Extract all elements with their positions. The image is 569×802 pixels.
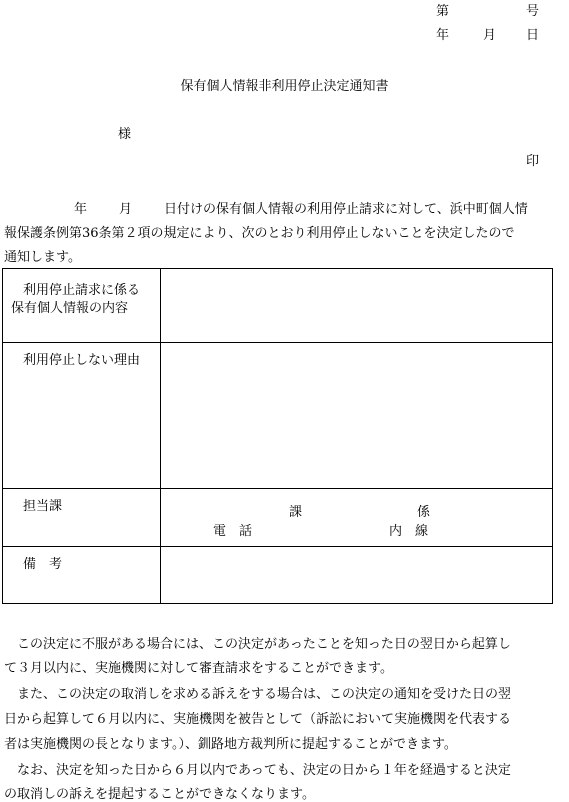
note-2-line-1: また、この決定の取消しを求める訴えをする場合は、この決定の通知を受けた日の翌 bbox=[17, 687, 512, 702]
seal-mark: 印 bbox=[526, 154, 540, 169]
table-row-department bbox=[3, 489, 552, 547]
note-3-line-1: なお、決定を知った日から６月以内であっても、決定の日から１年を経過すると決定 bbox=[17, 763, 511, 778]
note-1-line-2: て３月以内に、実施機関に対して審査請求をすることができます。 bbox=[4, 661, 393, 676]
table-row-reason bbox=[3, 343, 552, 489]
document-title: 保有個人情報非利用停止決定通知書 bbox=[180, 79, 389, 94]
department-label: 担当課 bbox=[23, 499, 63, 514]
extension-label: 内 線 bbox=[389, 524, 429, 539]
remarks-label: 備 考 bbox=[23, 557, 63, 572]
content-label-line-2: 保有個人情報の内容 bbox=[11, 301, 129, 316]
intro-line-3: 通知します。 bbox=[4, 250, 81, 265]
date-day-label: 日 bbox=[526, 28, 540, 43]
reason-label-cell bbox=[3, 343, 161, 488]
date-month-label: 月 bbox=[483, 28, 497, 43]
recipient-honorific: 様 bbox=[118, 127, 132, 142]
note-2-line-2: 日から起算して６月以内に、実施機関を被告として（訴訟において実施機関を代表する bbox=[4, 712, 512, 727]
reason-label: 利用停止しない理由 bbox=[23, 353, 141, 368]
remarks-label-cell bbox=[3, 547, 161, 603]
table-row-remarks bbox=[3, 547, 552, 603]
intro-line-2: 報保護条例第36条第２項の規定により、次のとおり利用停止しないことを決定したので bbox=[4, 226, 515, 241]
info-table bbox=[2, 268, 553, 604]
department-label-cell bbox=[3, 489, 161, 546]
intro-month-label: 月 bbox=[119, 202, 133, 217]
intro-line-1: 日付けの保有個人情報の利用停止請求に対して、浜中町個人情 bbox=[164, 202, 528, 217]
intro-year-label: 年 bbox=[74, 202, 88, 217]
note-3-line-2: の取消しの訴えを提起することができなくなります。 bbox=[4, 787, 315, 802]
date-year-label: 年 bbox=[436, 28, 450, 43]
content-label-cell bbox=[3, 269, 161, 342]
table-row-content bbox=[3, 269, 552, 343]
note-1-line-1: この決定に不服がある場合には、この決定があったことを知った日の翌日から起算し bbox=[17, 637, 511, 652]
note-2-line-3: 者は実施機関の長となります。）、釧路地方裁判所に提起することができます。 bbox=[4, 737, 457, 752]
department-unit-label: 係 bbox=[417, 505, 431, 520]
document-number-suffix: 号 bbox=[526, 4, 540, 19]
content-label-line-1: 利用停止請求に係る bbox=[23, 283, 141, 298]
phone-label: 電 話 bbox=[213, 524, 253, 539]
department-section-label: 課 bbox=[289, 505, 303, 520]
document-number-label: 第 bbox=[436, 4, 450, 19]
